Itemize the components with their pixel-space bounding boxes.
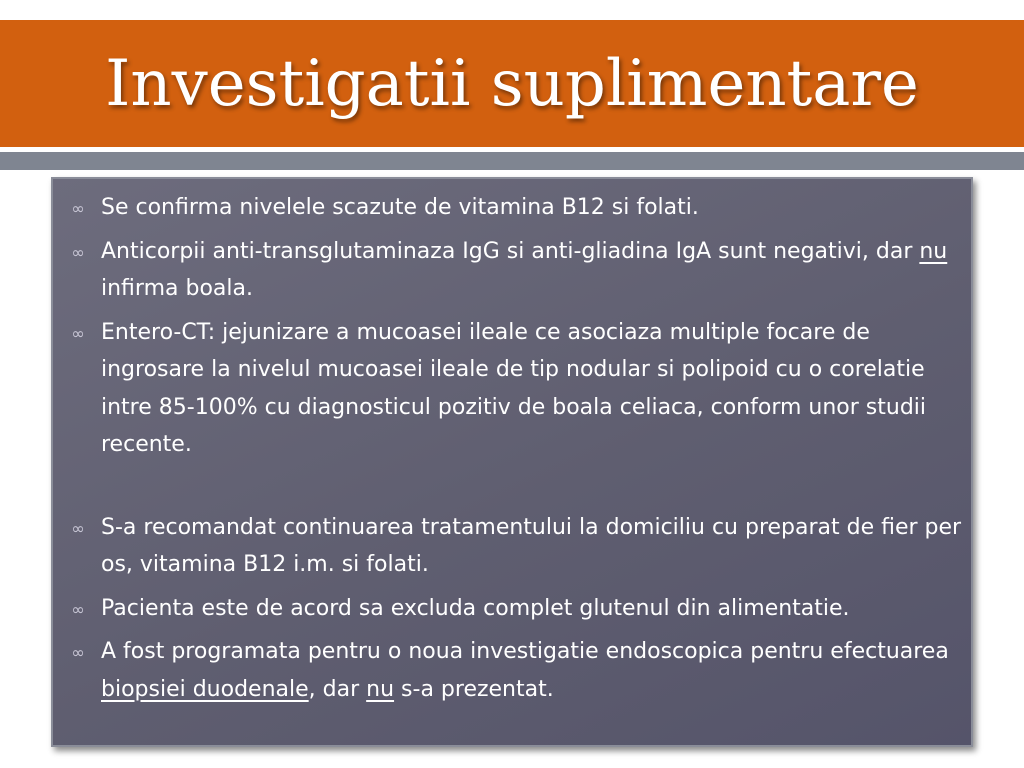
- bullet-text: Anticorpii anti-transglutaminaza IgG si anti-gliadina IgA sunt negativi, dar: [101, 238, 920, 264]
- gray-separator-band: [0, 152, 1024, 170]
- bullet-item: [63, 633, 963, 708]
- bullet-item: [63, 509, 963, 584]
- content-box: [51, 177, 973, 747]
- infinity-curl-icon: ∞: [71, 242, 85, 262]
- bullet-text: Pacienta este de acord sa excluda complet glutenul din alimentatie.: [101, 595, 850, 621]
- bullet-text: , dar: [308, 676, 367, 702]
- infinity-curl-icon: ∞: [71, 199, 85, 218]
- bullet-text: Se confirma nivelele scazute de vitamina B12 si folati.: [101, 195, 699, 220]
- underlined-text: biopsiei duodenale: [101, 676, 309, 702]
- bullet-text: s-a prezentat.: [394, 676, 554, 702]
- infinity-curl-icon: ∞: [71, 518, 85, 538]
- bullet-list: [63, 189, 963, 714]
- infinity-curl-icon: ∞: [71, 323, 85, 343]
- bullet-text: A fost programata pentru o noua investigatie endoscopica pentru efectuarea: [101, 639, 949, 664]
- bullet-item: [63, 189, 963, 227]
- slide-title: Investigatii suplimentare: [105, 46, 919, 121]
- infinity-curl-icon: ∞: [71, 599, 85, 619]
- infinity-curl-icon: ∞: [71, 643, 85, 662]
- bullet-text: Entero-CT: jejunizare a mucoasei ileale ce asociaza multiple focare de ingrosare la nivelul mucoasei ileale de tip nodular si polipoid cu o corelatie intre 85-100% cu diagnosticul pozitiv de boala celiaca, conform unor studii recente.: [101, 319, 927, 457]
- underlined-text: nu: [366, 676, 395, 702]
- bullet-text: S-a recomandat continuarea tratamentului la domiciliu cu preparat de fier per os, vitamina B12 i.m. si folati.: [101, 514, 962, 577]
- bullet-item: [63, 314, 963, 464]
- underlined-text: nu: [919, 238, 948, 264]
- bullet-text: infirma boala.: [101, 276, 253, 301]
- bullet-item: [63, 233, 963, 308]
- bullet-item: [63, 590, 963, 628]
